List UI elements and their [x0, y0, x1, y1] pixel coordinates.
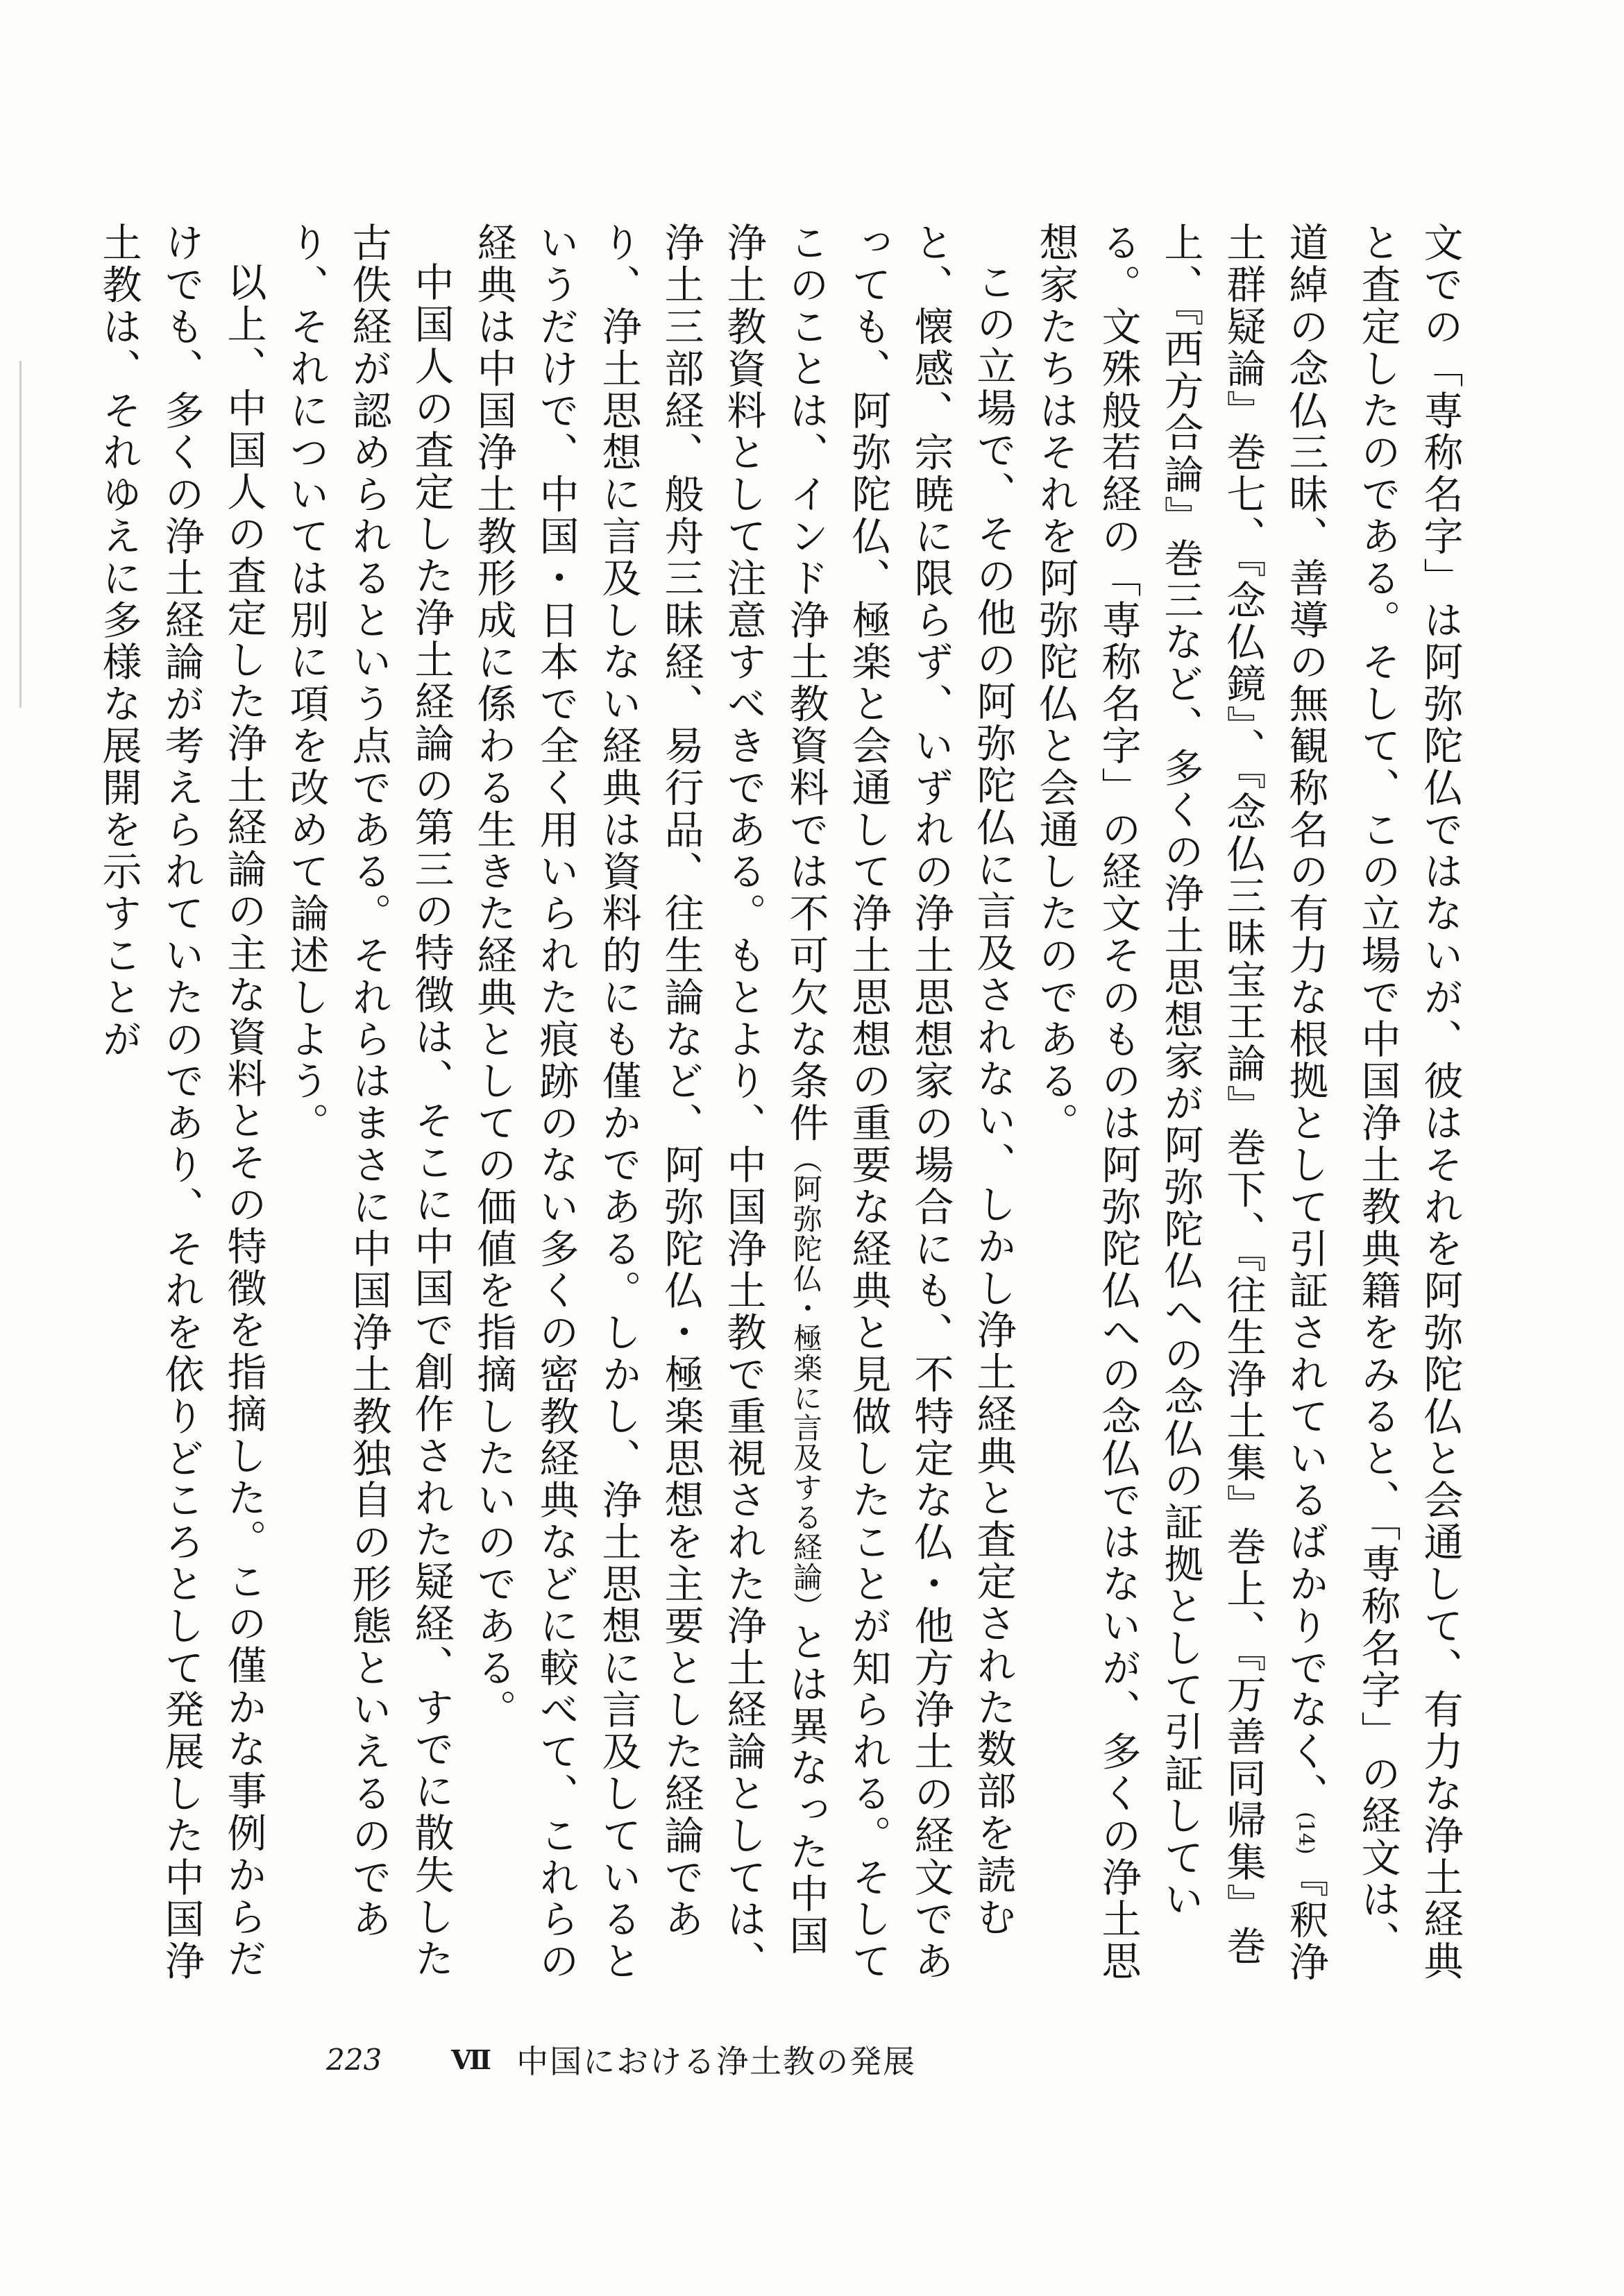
margin-rule [19, 361, 22, 708]
inline-note: （阿弥陀仏・極楽に言及する経論） [789, 1143, 823, 1622]
paragraph [87, 222, 275, 1998]
paragraph [462, 222, 1024, 1998]
text-segment: とは異なった中国浄土教資料として注意すべきである。もとより、中国浄土教で重視された浄土経論としては、浄土三部経、般舟三昧経、易行品、往生論など、阿弥陀仏・極楽思想を主要とした経論であり、浄土思想に言及しない経典は資料的にも僅かである。しかし、浄土思想に言及しているというだけで、中国・日本で全く用いられた痕跡のない多くの密教経典などに較べて、これらの経典は中国浄土教形成に係わる生きた経典としての価値を指摘したいのである。 [471, 222, 829, 1982]
chapter-number: Ⅶ [451, 2043, 492, 2075]
text-segment: 文での「専称名字」は阿弥陀仏ではないが、彼はそれを阿弥陀仏と会通して、有力な浄土経典と査定したのである。そして、この立場で中国浄土教典籍をみると、「専称名字」の経文は、道綽の念仏三昧、善導の無観称名の有力な根拠として引証されているばかりでなく、 [1283, 222, 1463, 1982]
body-text [96, 222, 1471, 1998]
text-segment: 以上、中国人の査定した浄土経論の主な資料とその特徴を指摘した。この僅かな事例からだけでも、多くの浄土経論が考えられていたのであり、それを依りどころとして発展した中国浄土教は、それゆえに多様な展開を示すことが [96, 222, 267, 1982]
chapter-title: 中国における浄土教の発展 [516, 2043, 917, 2080]
paragraph [275, 222, 462, 1998]
paragraph [1024, 222, 1471, 1998]
page-footer [326, 2039, 916, 2080]
text-segment: 中国人の査定した浄土経論の第三の特徴は、そこに中国で創作された疑経、すでに散失した古佚経が認められるという点である。それらはまさに中国浄土教独自の形態といえるのであり、それについては別に項を改めて論述しよう。 [283, 222, 454, 1980]
text-segment: 『釈浄土群疑論』巻七、『念仏鏡』、『念仏三昧宝王論』巻下、『往生浄土集』巻上、『万善同帰集』巻上、『西方合論』巻三など、多くの浄土思想家が阿弥陀仏への念仏の証拠として引証している。文殊般若経の「専称名字」の経文そのものは阿弥陀仏への念仏ではないが、多くの浄土思想家たちはそれを阿弥陀仏と会通したのである。 [1033, 222, 1328, 1983]
page-number: 223 [326, 2042, 382, 2077]
footnote-reference: (14) [1294, 1812, 1318, 1855]
text-segment: この立場で、その他の阿弥陀仏に言及されない、しかし浄土経典と査定された数部を読むと、懐感、宗暁に限らず、いずれの浄土思想家の場合にも、不特定な仏・他方浄土の経文であっても、阿弥陀仏、極楽と会通して浄土思想の重要な経典と見做したことが知られる。そしてこのことは、インド浄土教資料では不可欠な条件 [783, 222, 1016, 1982]
